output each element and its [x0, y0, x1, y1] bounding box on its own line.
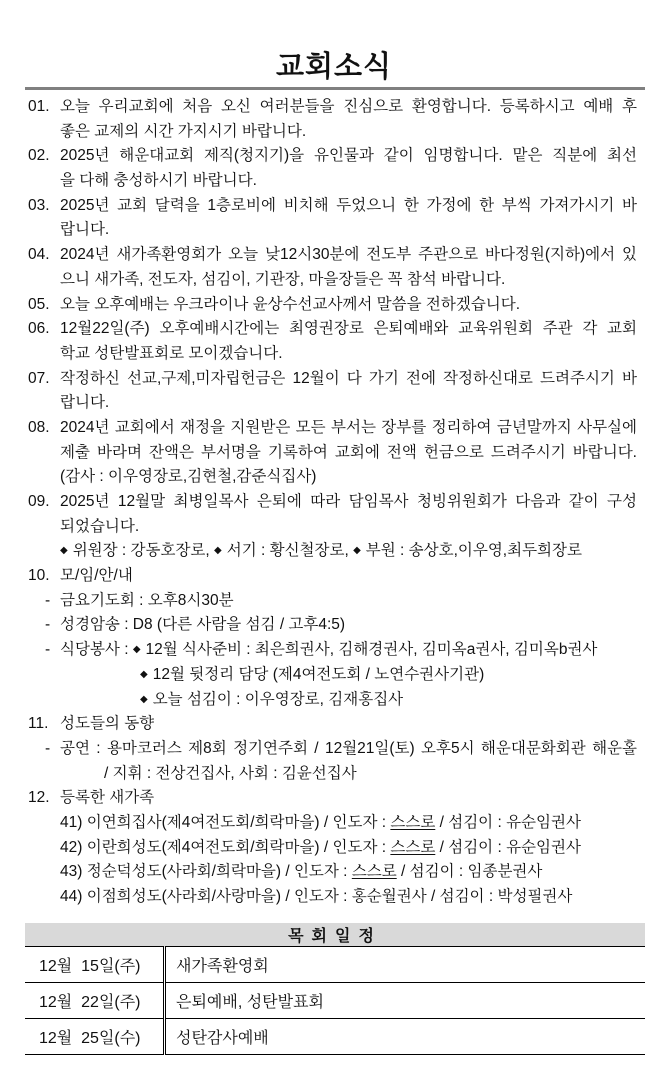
page-title: 교회소식	[275, 49, 393, 83]
announcement-text: 2025년 교회 달력을 1층로비에 비치해 두었으니 한 가정에 한 부씩 가져가시기 바	[60, 196, 637, 214]
announcement-items	[0, 95, 668, 564]
announcement-item	[0, 317, 668, 366]
friday-prayer: 금요기도회 : 오후8시30분	[60, 591, 234, 609]
announcement-text: 오늘 우리교회에 처음 오신 여러분들을 진심으로 환영합니다. 등록하시고 예배 후	[60, 98, 637, 115]
section-heading: 모/임/안/내	[60, 567, 133, 585]
kitchen-label: 식당봉사 :	[60, 641, 129, 659]
announcement-line	[0, 515, 668, 540]
diamond-icon: ◆	[353, 545, 361, 557]
announcement-line	[0, 317, 668, 342]
announcement-item	[0, 243, 668, 292]
schedule-event: 은퇴예배, 성탄발표회	[165, 983, 646, 1019]
guide-name: 스스로	[390, 813, 436, 831]
announcement-text: 2024년 교회에서 재정을 지원받은 모든 부서는 장부를 정리하여 금년말까지 사무실에	[60, 418, 637, 436]
announcement-line	[0, 218, 668, 243]
newcomer-name: 이점희성도(사라회/사랑마을)	[86, 888, 282, 905]
announcement-line	[0, 490, 668, 515]
schedule-event: 새가족환영회	[165, 947, 646, 983]
server-label: / 섬김이 :	[439, 838, 502, 856]
announcement-line	[0, 120, 668, 145]
announcement-item	[0, 144, 668, 193]
item-number: 03.	[28, 196, 50, 214]
guide-name: 스스로	[351, 863, 397, 881]
announcement-line	[0, 416, 668, 441]
server-name: 유순임권사	[506, 838, 581, 856]
announcement-text: 2024년 새가족환영회가 오늘 낮12시30분에 전도부 주관으로 바다정원(지하)에서 있	[60, 246, 637, 264]
announcement-line	[0, 391, 668, 416]
guide-name: 스스로	[390, 838, 436, 856]
bible-verse: 성경암송 : D8 (다른 사람을 섬김 / 고후4:5)	[60, 616, 346, 634]
announcement-text: 으니 새가족, 전도자, 섬김이, 기관장, 마을장들은 꼭 참석 바랍니다.	[60, 270, 506, 288]
committee-member: 위원장 : 강동호장로,	[72, 542, 210, 560]
announcement-text: 되었습니다.	[60, 517, 140, 535]
diamond-icon: ◆	[140, 693, 148, 705]
schedule-event: 성탄감사예배	[165, 1019, 646, 1055]
announcement-text: 학교 성탄발표회로 모이겠습니다.	[60, 344, 283, 362]
guide-label: / 인도자 :	[323, 813, 387, 831]
section-newcomers	[0, 786, 668, 909]
server-name: 임종분권사	[467, 863, 543, 881]
newcomer-entry	[0, 885, 668, 910]
announcement-line	[0, 268, 668, 293]
guide-label: / 인도자 :	[285, 863, 348, 881]
item-number: 01.	[28, 98, 50, 115]
announcement-line	[0, 194, 668, 219]
section-heading: 등록한 새가족	[60, 789, 155, 807]
server-label: / 섬김이 :	[401, 863, 464, 881]
entry-number: 41)	[60, 813, 83, 831]
server-name: 박성필권사	[497, 888, 573, 905]
newcomer-name: 이란희성도(제4여전도회/희락마을)	[86, 838, 320, 856]
newcomer-name: 정순덕성도(사라회/희락마을)	[86, 863, 282, 881]
item-number: 10.	[28, 567, 50, 585]
announcement-text: 오늘 오후예배는 우크라이나 윤상수선교사께서 말씀을 전하겠습니다.	[60, 295, 521, 313]
announcement-text: 2025년 12월말 최병일목사 은퇴에 따라 담임목사 청빙위원회가 다음과 같이 구성	[60, 493, 637, 510]
server-label: / 섬김이 :	[431, 888, 494, 905]
newcomer-entry	[0, 836, 668, 861]
announcement-item	[0, 194, 668, 243]
schedule-heading: 목회일정	[25, 923, 645, 947]
title-divider	[25, 87, 645, 90]
entry-number: 43)	[60, 863, 83, 881]
announcement-line	[0, 465, 668, 490]
diamond-icon: ◆	[214, 545, 222, 557]
schedule-row	[25, 983, 645, 1019]
kitchen-line: 오늘 섬김이 : 이우영장로, 김재홍집사	[152, 690, 404, 708]
committee-member: 서기 : 황신철장로,	[226, 542, 349, 560]
schedule-date: 12월 15일(주)	[25, 947, 165, 983]
item-number: 08.	[28, 418, 50, 436]
item-number: 09.	[28, 493, 50, 510]
announcement-line	[0, 243, 668, 268]
announcement-text: 좋은 교제의 시간 가지시기 바랍니다.	[60, 122, 307, 140]
announcement-text: 제출 바라며 잔액은 부서명을 기록하여 교회에 전액 헌금으로 드려주시기 바랍니다.	[60, 443, 637, 461]
announcement-text: 랍니다.	[60, 394, 110, 412]
item-number: 06.	[28, 320, 50, 338]
section-members: 11. 성도들의 동향 - 공연 : 용마코러스 제8회 정기연주회 / 12월21일(토) 오후5시 해운대문화회관 해운홀 / 지휘 : 전상건집사, 사회 : 김윤선집사	[0, 712, 668, 786]
concert-line: 공연 : 용마코러스 제8회 정기연주회 / 12월21일(토) 오후5시 해운대문화회관 해운홀	[60, 739, 637, 757]
newcomer-entry	[0, 860, 668, 885]
kitchen-line: 12월 식사준비 : 최은희권사, 김해경권사, 김미옥a권사, 김미옥b권사	[145, 641, 598, 659]
newcomer-entry	[0, 811, 668, 836]
committee-line	[0, 539, 668, 564]
entry-number: 42)	[60, 838, 83, 856]
announcement-text: 랍니다.	[60, 221, 110, 239]
guide-name: 홍순월권사	[351, 888, 427, 905]
server-name: 유순임권사	[506, 813, 581, 831]
schedule-row	[25, 947, 645, 983]
announcement-item	[0, 367, 668, 416]
entry-number: 44)	[60, 888, 83, 905]
announcement-text: 을 다해 충성하시기 바랍니다.	[60, 172, 257, 190]
announcement-text: 2025년 해운대교회 제직(청지기)을 유인물과 같이 임명합니다. 맡은 직분에 최선	[60, 147, 637, 165]
server-label: / 섬김이 :	[439, 813, 502, 831]
section-meetings: 10. 모/임/안/내 - 금요기도회 : 오후8시30분 - 성경암송 : D8 (다른 사람을 섬김 / 고후4:5) - 식당봉사 : ◆ 12월 식사준비 : 최은희권사, 김해경권사, 김미옥a권사, 김미옥b권사 ◆ 12월 뒷정리 담당 (제4여전도회 / 노연수권사기관) ◆ 오늘 섬김이 : 이우영장로, 김재홍집사	[0, 564, 668, 712]
item-number: 11.	[28, 715, 49, 733]
announcement-text: 12월22일(주) 오후예배시간에는 최영권장로 은퇴예배와 교육위원회 주관 각 교회	[60, 320, 637, 338]
diamond-icon: ◆	[132, 644, 141, 656]
announcement-line	[0, 95, 668, 120]
announcement-text: 작정하신 선교,구제,미자립헌금은 12월이 다 가기 전에 작정하신대로 드려주시기 바	[60, 369, 637, 387]
committee-member: 부원 : 송상호,이우영,최두희장로	[365, 542, 582, 560]
section-heading: 성도들의 동향	[60, 715, 155, 733]
diamond-icon: ◆	[60, 545, 68, 557]
diamond-icon: ◆	[140, 668, 148, 680]
kitchen-line: 12월 뒷정리 담당 (제4여전도회 / 노연수권사기관)	[152, 665, 485, 683]
item-number: 02.	[28, 147, 50, 165]
guide-label: / 인도자 :	[323, 838, 387, 856]
announcement-text: (감사 : 이우영장로,김현철,감준식집사)	[60, 468, 317, 486]
announcement-line	[0, 342, 668, 367]
announcement-item	[0, 416, 668, 490]
item-number: 05.	[28, 295, 50, 313]
schedule-date: 12월 25일(수)	[25, 1019, 165, 1055]
announcement-line	[0, 293, 668, 318]
announcement-line	[0, 441, 668, 466]
announcement-item	[0, 95, 668, 144]
item-number: 12.	[28, 789, 50, 807]
newcomer-name: 이연희집사(제4여전도회/희락마을)	[86, 813, 320, 831]
concert-line: / 지휘 : 전상건집사, 사회 : 김윤선집사	[104, 764, 357, 782]
guide-label: / 인도자 :	[285, 888, 348, 905]
news-list	[0, 95, 668, 910]
schedule-row	[25, 1019, 645, 1055]
item-number: 04.	[28, 246, 50, 264]
announcement-line	[0, 367, 668, 392]
announcement-line	[0, 144, 668, 169]
schedule-table	[25, 923, 645, 1055]
schedule-date: 12월 22일(주)	[25, 983, 165, 1019]
item-number: 07.	[28, 369, 50, 387]
announcement-item	[0, 293, 668, 318]
announcement-line	[0, 169, 668, 194]
announcement-item	[0, 490, 668, 564]
